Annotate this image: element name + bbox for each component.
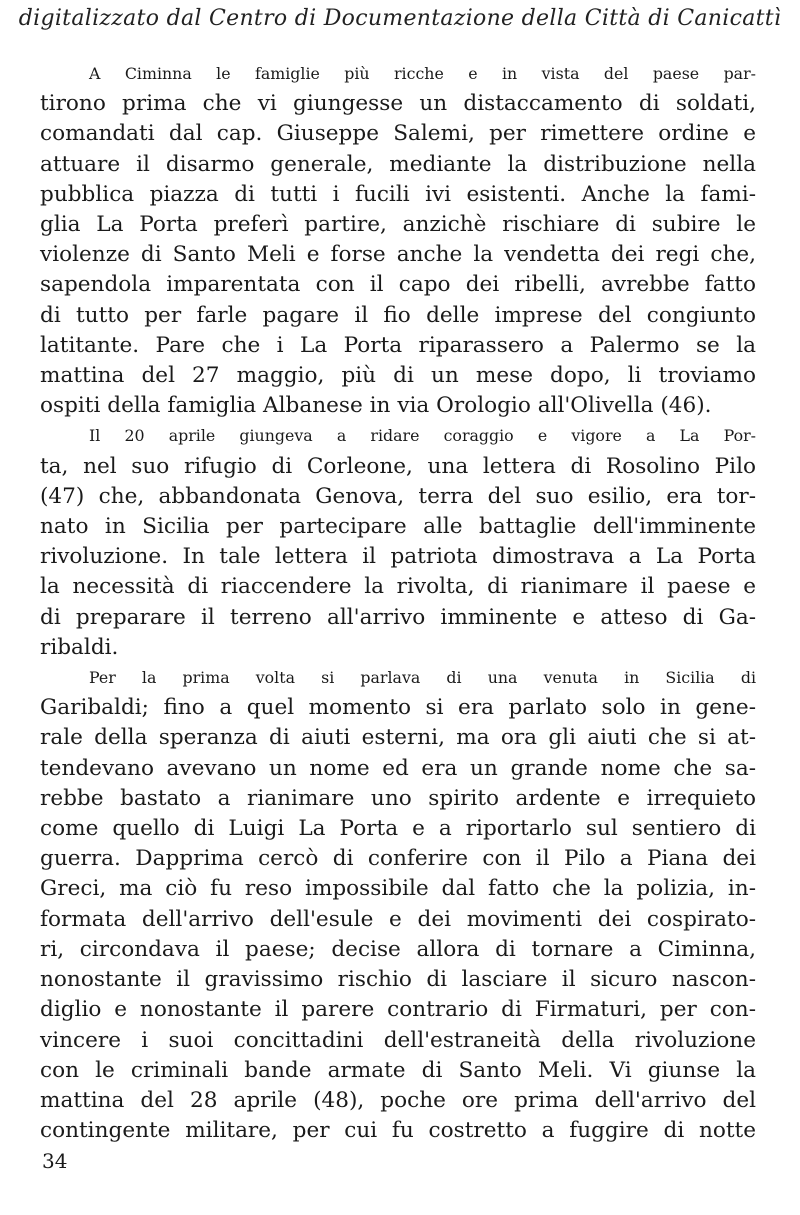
text-line: ta, nel suo rifugio di Corleone, una lettera di Rosolino Pilo (40, 453, 756, 479)
text-line: glia La Porta preferì partire, anzichè rischiare di subire le (40, 212, 756, 238)
text-line: ri, circondava il paese; decise allora di tornare a Ciminna, (40, 936, 756, 962)
text-line: contingente militare, per cui fu costretto a fuggire di notte (40, 1118, 756, 1144)
text-line: Greci, ma ciò fu reso impossibile dal fatto che la polizia, in- (40, 876, 756, 902)
text-line: attuare il disarmo generale, mediante la distribuzione nella (40, 151, 756, 177)
text-line: tirono prima che vi giungesse un distaccamento di soldati, (40, 91, 756, 117)
text-line: pubblica piazza di tutti i fucili ivi esistenti. Anche la fami- (40, 181, 756, 207)
digitization-watermark: digitalizzato dal Centro di Documentazione della Città di Canicattì (18, 6, 782, 31)
text-line: vincere i suoi concittadini dell'estraneità della rivoluzione (40, 1027, 756, 1053)
text-line: con le criminali bande armate di Santo Meli. Vi giunse la (40, 1057, 756, 1083)
text-line: sapendola imparentata con il capo dei ribelli, avrebbe fatto (40, 272, 756, 298)
text-line: (47) che, abbandonata Genova, terra del suo esilio, era tor- (40, 483, 756, 509)
text-line: nonostante il gravissimo rischio di lasciare il sicuro nascon- (40, 967, 756, 993)
paragraph (40, 663, 756, 1146)
text-line: rale della speranza di aiuti esterni, ma ora gli aiuti che si at- (40, 725, 756, 751)
text-line: mattina del 27 maggio, più di un mese dopo, li troviamo (40, 363, 756, 389)
text-line: ospiti della famiglia Albanese in via Orologio all'Olivella (46). (40, 393, 712, 419)
text-line: diglio e nonostante il parere contrario di Firmaturi, per con- (40, 997, 756, 1023)
body-text (40, 59, 756, 1146)
page-number: 34 (42, 1149, 68, 1173)
text-line: A Ciminna le famiglie più ricche e in vista del paese par- (89, 64, 756, 83)
text-line: formata dell'arrivo dell'esule e dei movimenti dei cospirato- (40, 906, 756, 932)
text-line: violenze di Santo Meli e forse anche la vendetta dei regi che, (40, 242, 756, 268)
text-line: Per la prima volta si parlava di una venuta in Sicilia di (89, 668, 756, 688)
text-line: rebbe bastato a rianimare uno spirito ardente e irrequieto (40, 785, 756, 811)
text-line: ribaldi. (40, 634, 119, 660)
text-line: di tutto per farle pagare il fio delle imprese del congiunto (40, 302, 756, 328)
text-line: mattina del 28 aprile (48), poche ore prima dell'arrivo del (40, 1087, 756, 1113)
text-line: la necessità di riaccendere la rivolta, di rianimare il paese e (40, 574, 756, 600)
text-line: comandati dal cap. Giuseppe Salemi, per rimettere ordine e (40, 121, 756, 147)
text-line: Il 20 aprile giungeva a ridare coraggio e vigore a La Por- (89, 426, 756, 446)
text-line: Garibaldi; fino a quel momento si era parlato solo in gene- (40, 695, 756, 721)
text-line: rivoluzione. In tale lettera il patriota dimostrava a La Porta (40, 544, 756, 570)
text-line: latitante. Pare che i La Porta riparassero a Palermo se la (40, 332, 756, 358)
text-line: come quello di Luigi La Porta e a riportarlo sul sentiero di (40, 816, 756, 842)
paragraph (40, 59, 756, 421)
text-line: guerra. Dapprima cercò di conferire con il Pilo a Piana dei (40, 846, 756, 872)
paragraph (40, 421, 756, 663)
text-line: tendevano avevano un nome ed era un grande nome che sa- (40, 755, 756, 781)
text-line: di preparare il terreno all'arrivo imminente e atteso di Ga- (40, 604, 756, 630)
text-line: nato in Sicilia per partecipare alle battaglie dell'imminente (40, 514, 756, 540)
